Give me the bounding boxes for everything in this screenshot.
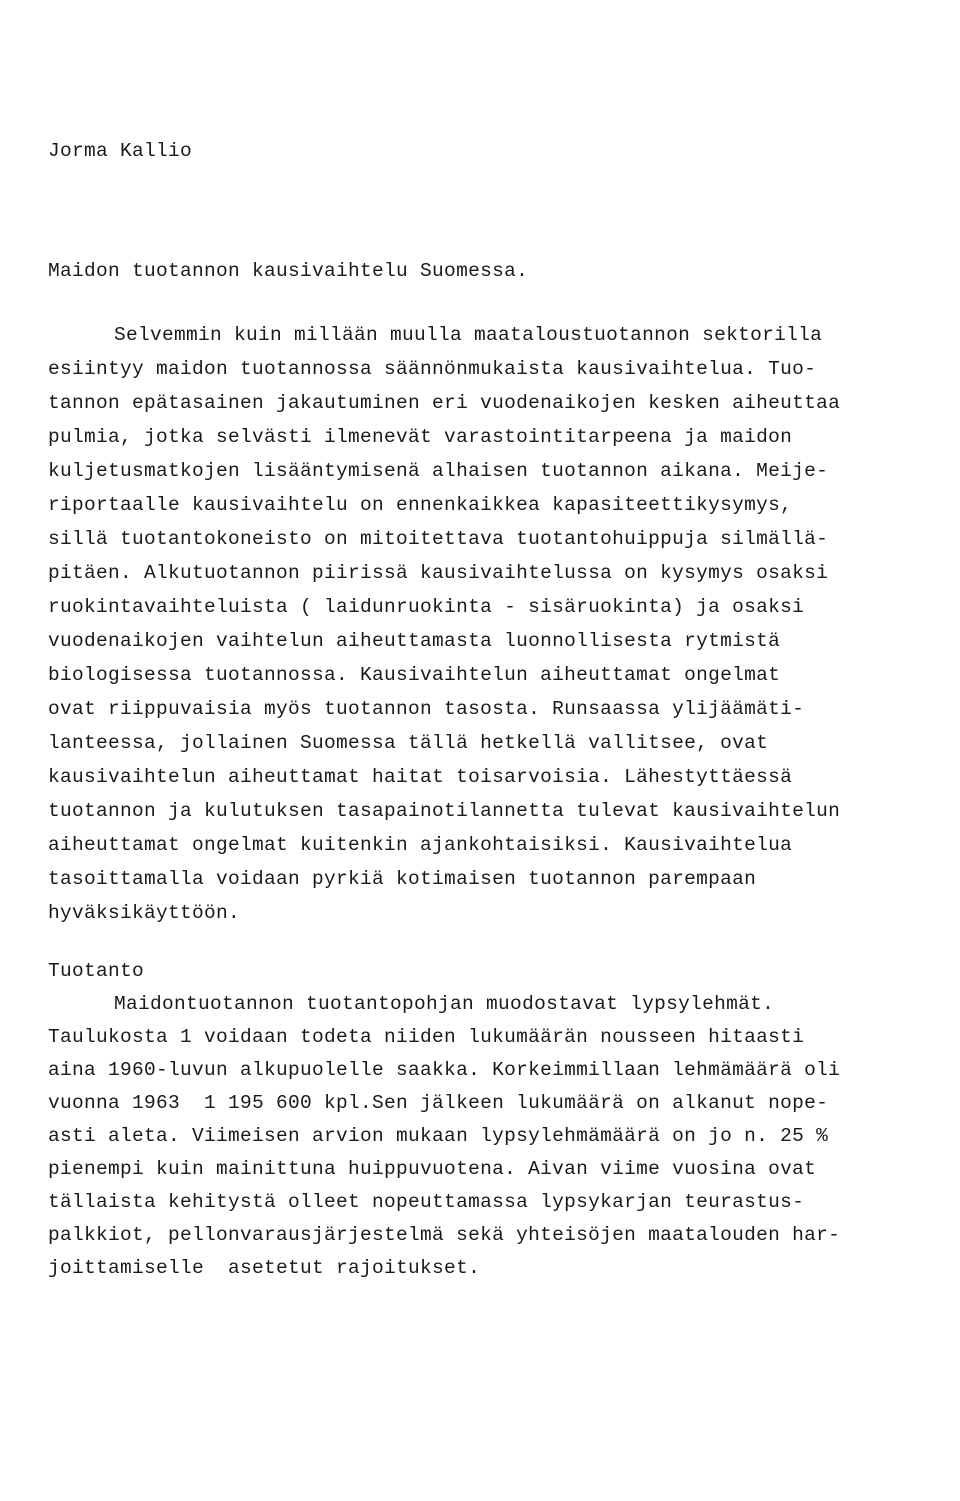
paragraph-line: tuotannon ja kulutuksen tasapainotilannetta tulevat kausivaihtelun <box>48 800 841 822</box>
paragraph-line: pulmia, jotka selvästi ilmenevät varastointitarpeena ja maidon <box>48 426 793 448</box>
paragraph-line: aina 1960-luvun alkupuolelle saakka. Korkeimmillaan lehmämäärä oli <box>48 1059 841 1081</box>
paragraph-line: ovat riippuvaisia myös tuotannon tasosta. Runsaassa ylijäämäti- <box>48 698 805 720</box>
paragraph-line: aiheuttamat ongelmat kuitenkin ajankohtaisiksi. Kausivaihtelua <box>48 834 793 856</box>
paragraph-line: Selvemmin kuin millään muulla maataloustuotannon sektorilla <box>114 324 823 346</box>
paragraph-line: kuljetusmatkojen lisääntymisenä alhaisen tuotannon aikana. Meije- <box>48 460 829 482</box>
paragraph-line: esiintyy maidon tuotannossa säännönmukaista kausivaihtelua. Tuo- <box>48 358 817 380</box>
paragraph-line: asti aleta. Viimeisen arvion mukaan lypsylehmämäärä on jo n. 25 % <box>48 1125 829 1147</box>
paragraph-line: ruokintavaihteluista ( laidunruokinta - sisäruokinta) ja osaksi <box>48 596 805 618</box>
paragraph-line: pienempi kuin mainittuna huippuvuotena. Aivan viime vuosina ovat <box>48 1158 817 1180</box>
paragraph-line: hyväksikäyttöön. <box>48 902 241 924</box>
paragraph-line: kausivaihtelun aiheuttamat haitat toisarvoisia. Lähestyttäessä <box>48 766 793 788</box>
document-title: Maidon tuotannon kausivaihtelu Suomessa. <box>48 260 529 282</box>
paragraph-line: tasoittamalla voidaan pyrkiä kotimaisen tuotannon parempaan <box>48 868 757 890</box>
section-heading: Tuotanto <box>48 960 145 982</box>
paragraph-line: vuonna 1963 1 195 600 kpl.Sen jälkeen lukumäärä on alkanut nope- <box>48 1092 829 1114</box>
paragraph-line: Maidontuotannon tuotantopohjan muodostavat lypsylehmät. <box>114 993 775 1015</box>
paragraph-line: lanteessa, jollainen Suomessa tällä hetkellä vallitsee, ovat <box>48 732 769 754</box>
paragraph-line: biologisessa tuotannossa. Kausivaihtelun aiheuttamat ongelmat <box>48 664 781 686</box>
paragraph-line: tällaista kehitystä olleet nopeuttamassa lypsykarjan teurastus- <box>48 1191 805 1213</box>
paragraph-line: riportaalle kausivaihtelu on ennenkaikkea kapasiteettikysymys, <box>48 494 793 516</box>
paragraph-line: joittamiselle asetetut rajoitukset. <box>48 1257 481 1279</box>
paragraph-line: Taulukosta 1 voidaan todeta niiden lukumäärän nousseen hitaasti <box>48 1026 805 1048</box>
paragraph-line: palkkiot, pellonvarausjärjestelmä sekä yhteisöjen maatalouden har- <box>48 1224 841 1246</box>
paragraph-line: pitäen. Alkutuotannon piirissä kausivaihtelussa on kysymys osaksi <box>48 562 829 584</box>
paragraph-line: tannon epätasainen jakautuminen eri vuodenaikojen kesken aiheuttaa <box>48 392 841 414</box>
paragraph-line: vuodenaikojen vaihtelun aiheuttamasta luonnollisesta rytmistä <box>48 630 781 652</box>
paragraph-line: sillä tuotantokoneisto on mitoitettava tuotantohuippuja silmällä- <box>48 528 829 550</box>
author-name: Jorma Kallio <box>48 140 193 162</box>
